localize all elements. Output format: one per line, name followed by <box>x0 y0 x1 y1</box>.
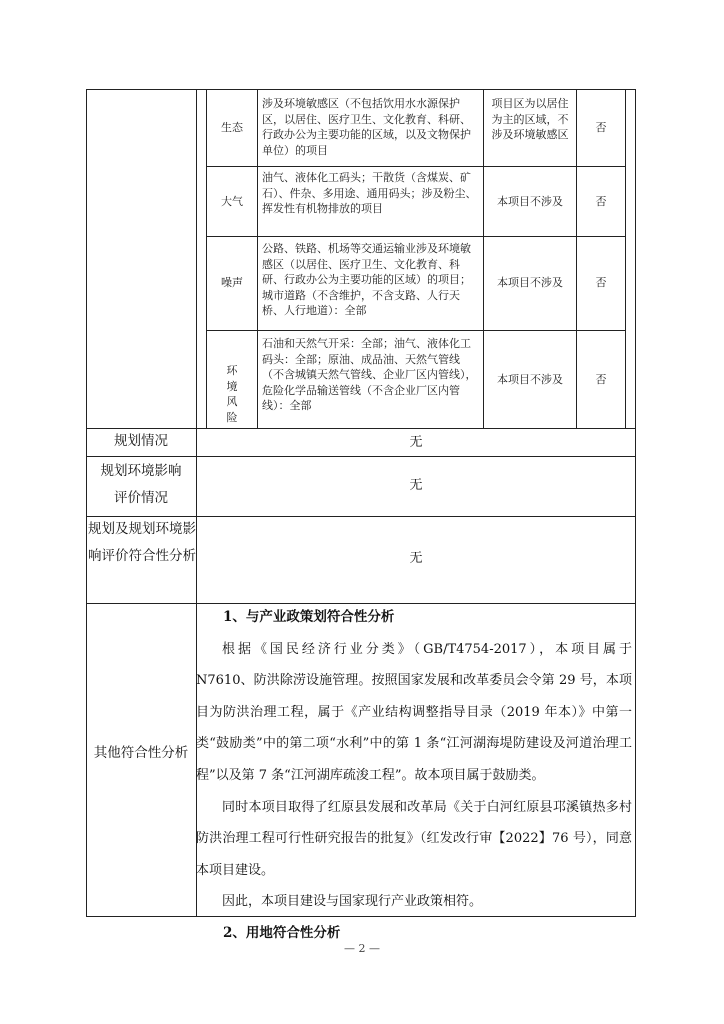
sensitive-project-status: 本项目不涉及 <box>497 195 563 208</box>
page-number: — 2 — <box>344 942 380 955</box>
sensitive-project-status: 本项目不涉及 <box>497 276 563 289</box>
inner-table-right-border <box>625 89 626 428</box>
paragraph-industry-classification: 根据《国民经济行业分类》（GB/T4754-2017），本项目属于 N7610、防洪除涝设施管理。按照国家发展和改革委员会令第 29 号，本项目为防洪治理工程，属于《产业结构调整指导目录（2019 年本）》中第一类“鼓励类”中的第二项“水利”中的第 1 条“江河湖海堤防建设及河道治理工程”以及第 7 条“江河湖库疏浚工程”。故本项目属于鼓励类。 <box>196 641 632 783</box>
planning-compliance-value: 无 <box>409 551 423 566</box>
planning-eia-value: 无 <box>409 478 423 493</box>
sensitive-type: 生态 <box>221 121 243 134</box>
sensitive-result: 否 <box>595 276 607 289</box>
inner-table-divider-2 <box>483 89 484 428</box>
other-compliance-label: 其他符合性分析 <box>93 745 189 761</box>
sensitive-project-status: 项目区为以居住为主的区域，不涉及环境敏感区 <box>491 97 569 141</box>
inner-row-divider-1 <box>206 166 626 167</box>
paragraph-approval: 同时本项目取得了红原县发展和改革局《关于白河红原县邛溪镇热多村防洪治理工程可行性研究报告的批复》（红发改行审【2022】76 号），同意本项目建设。 <box>196 799 632 878</box>
sensitive-result: 否 <box>595 195 607 208</box>
planning-compliance-label: 规划及规划环境影响评价符合性分析 <box>88 521 196 564</box>
sensitive-project-status: 本项目不涉及 <box>497 373 563 386</box>
section-heading-land-use: 2、用地符合性分析 <box>223 924 341 941</box>
sensitive-type: 环境风险 <box>226 364 238 424</box>
sensitive-scope: 石油和天然气开采：全部；油气、液体化工码头：全部；原油、成品油、天然气管线（不含城镇天然气管线、企业厂区内管线），危险化学品输送管线（不含企业厂区内管线）：全部 <box>262 337 477 412</box>
inner-table-divider-1 <box>257 89 258 428</box>
sensitive-scope: 涉及环境敏感区（不包括饮用水水源保护区，以居住、医疗卫生、文化教育、科研、行政办公为主要功能的区域，以及文物保护单位）的项目 <box>262 97 471 157</box>
planning-value: 无 <box>409 435 423 450</box>
sensitive-result: 否 <box>595 121 607 134</box>
sensitive-scope: 公路、铁路、机场等交通运输业涉及环境敏感区（以居住、医疗卫生、文化教育、科研、行政办公为主要功能的区域）的项目；城市道路（不含维护，不含支路、人行天桥、人行地道）：全部 <box>262 242 471 317</box>
inner-table-left-border <box>206 89 207 428</box>
other-compliance-content <box>196 602 632 950</box>
sensitive-result: 否 <box>595 373 607 386</box>
planning-eia-label: 规划环境影响评价情况 <box>100 463 182 506</box>
sensitive-type: 大气 <box>221 195 243 208</box>
inner-row-divider-2 <box>206 236 626 237</box>
sensitive-scope: 油气、液体化工码头；干散货（含煤炭、矿石）、件杂、多用途、通用码头；涉及粉尘、挥发性有机物排放的项目 <box>262 171 477 215</box>
section-heading-industry-policy: 1、与产业政策划符合性分析 <box>223 609 395 625</box>
sensitive-type: 噪声 <box>221 276 243 289</box>
inner-row-divider-3 <box>206 330 626 331</box>
paragraph-conclusion: 因此，本项目建设与国家现行产业政策相符。 <box>222 894 483 910</box>
planning-label: 规划情况 <box>114 433 168 449</box>
